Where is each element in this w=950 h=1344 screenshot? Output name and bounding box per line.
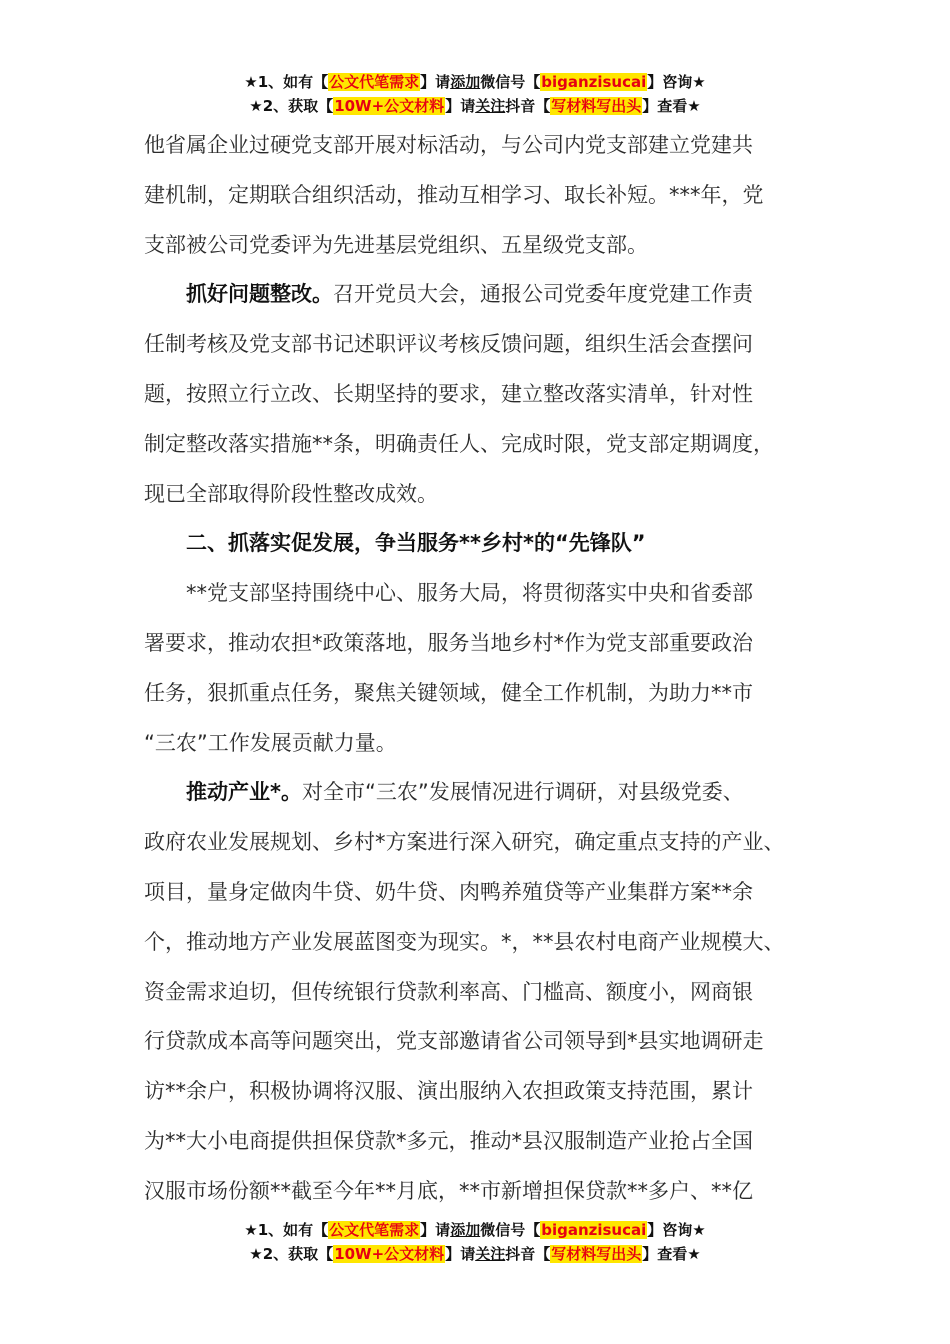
highlight-tag: 公文代笔需求 (329, 73, 420, 91)
body-line: 访**余户，积极协调将汉服、演出服纳入农担政策支持范围，累计 (144, 1079, 753, 1104)
body-line: 署要求，推动农担*政策落地，服务当地乡村*作为党支部重要政治 (144, 630, 753, 655)
body-line: 制定整改落实措施**条，明确责任人、完成时限，党支部定期调度， (144, 431, 774, 456)
banner-underlined-text: 关注 (475, 1245, 506, 1263)
banner-underlined-text: 关注 (475, 97, 506, 115)
paragraph-first-line (144, 270, 834, 320)
paragraph-first-line (144, 768, 834, 818)
banner-text: 抖音【 (505, 97, 551, 115)
body-line: 题，按照立行立改、长期坚持的要求，建立整改落实清单，针对性 (144, 381, 753, 406)
banner-text: ★2、获取【 (249, 97, 334, 115)
banner-text: 】咨询★ (647, 1221, 706, 1239)
wechat-id-highlight: biganzisucai (541, 73, 647, 91)
body-line: 任务，狠抓重点任务，聚焦关键领域，健全工作机制，为助力**市 (144, 680, 753, 705)
body-line: 任制考核及党支部书记述职评议考核反馈问题，组织生活会查摆问 (144, 332, 753, 357)
paragraph-lead: 抓好问题整改。 (186, 282, 333, 307)
footer-banner (0, 1218, 950, 1266)
banner-line-1 (0, 70, 950, 94)
banner-line-1 (0, 1218, 950, 1242)
body-line: 他省属企业过硬党支部开展对标活动，与公司内党支部建立党建共 (144, 133, 753, 157)
body-line: 资金需求迫切，但传统银行贷款利率高、门槛高、额度小，网商银 (144, 979, 753, 1004)
body-text: 召开党员大会，通报公司党委年度党建工作责 (333, 282, 753, 307)
body-line: 个，推动地方产业发展蓝图变为现实。*，**县农村电商产业规模大、 (144, 929, 785, 954)
header-banner (0, 70, 950, 118)
wechat-id-highlight: biganzisucai (541, 1221, 647, 1239)
banner-text: 】请 (445, 1245, 476, 1263)
body-line: 政府农业发展规划、乡村*方案进行深入研究，确定重点支持的产业、 (144, 830, 785, 855)
highlight-tag: 公文代笔需求 (329, 1221, 420, 1239)
body-line: 支部被公司党委评为先进基层党组织、五星级党支部。 (144, 232, 648, 257)
banner-text: 】请 (420, 73, 451, 91)
banner-text: ★1、如有【 (244, 73, 329, 91)
banner-text: 】请 (420, 1221, 451, 1239)
document-body (144, 121, 834, 1217)
body-line: 为**大小电商提供担保贷款*多元，推动*县汉服制造产业抢占全国 (144, 1128, 753, 1153)
douyin-id-highlight: 写材料写出头 (551, 1245, 642, 1263)
body-line: 行贷款成本高等问题突出，党支部邀请省公司领导到*县实地调研走 (144, 1029, 764, 1054)
banner-text: ★1、如有【 (244, 1221, 329, 1239)
highlight-tag: 10W+公文材料 (334, 97, 445, 115)
section-heading: 二、抓落实促发展，争当服务**乡村*的“先锋队” (186, 531, 646, 556)
banner-text: 】查看★ (642, 1245, 701, 1263)
banner-line-2 (0, 94, 950, 118)
body-line: 现已全部取得阶段性整改成效。 (144, 481, 438, 506)
douyin-id-highlight: 写材料写出头 (551, 97, 642, 115)
body-line: “三农”工作发展贡献力量。 (144, 730, 397, 755)
body-text: 对全市“三农”发展情况进行调研，对县级党委、 (301, 780, 744, 805)
body-line: 汉服市场份额**截至今年**月底，**市新增担保贷款**多户、**亿 (144, 1178, 753, 1203)
banner-underlined-text: 添加 (450, 73, 481, 91)
body-line: 项目，量身定做肉牛贷、奶牛贷、肉鸭养殖贷等产业集群方案**余 (144, 879, 753, 904)
banner-text: 】咨询★ (647, 73, 706, 91)
banner-text: 微信号【 (480, 73, 541, 91)
banner-line-2 (0, 1242, 950, 1266)
highlight-tag: 10W+公文材料 (334, 1245, 445, 1263)
banner-text: 微信号【 (480, 1221, 541, 1239)
body-line: 建机制，定期联合组织活动，推动互相学习、取长补短。***年，党 (144, 182, 764, 207)
banner-underlined-text: 添加 (450, 1221, 481, 1239)
banner-text: 抖音【 (505, 1245, 551, 1263)
paragraph-lead: 推动产业*。 (186, 780, 302, 805)
banner-text: ★2、获取【 (249, 1245, 334, 1263)
body-line: **党支部坚持围绕中心、服务大局，将贯彻落实中央和省委部 (186, 581, 753, 606)
banner-text: 】查看★ (642, 97, 701, 115)
banner-text: 】请 (445, 97, 476, 115)
